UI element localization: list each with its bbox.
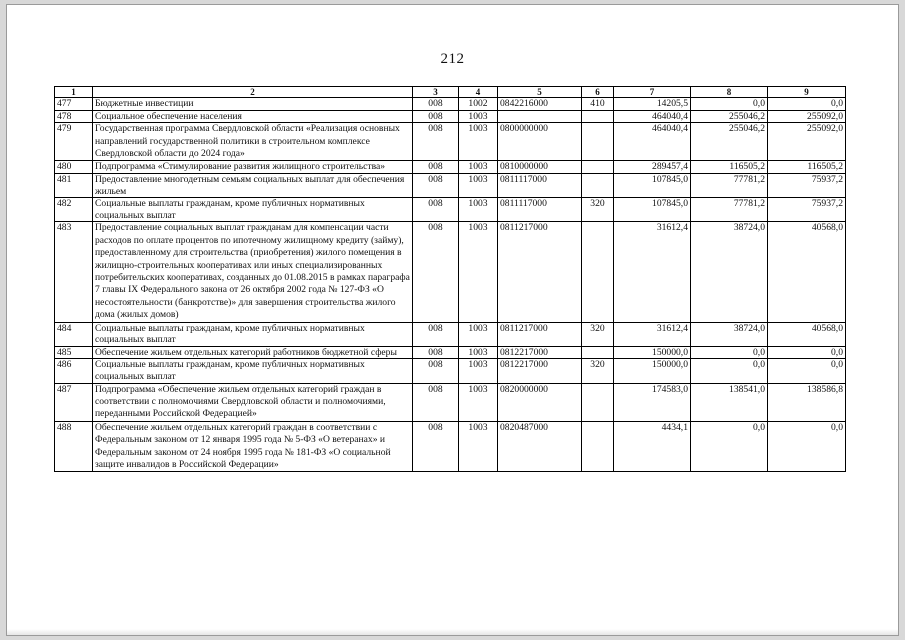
target-article-code-cell: 0812217000	[498, 346, 582, 359]
target-article-code-cell	[498, 110, 582, 123]
section-code-cell: 1003	[459, 346, 498, 359]
amount-col9-cell: 0,0	[768, 359, 846, 383]
section-code-cell: 1002	[459, 98, 498, 111]
department-code-cell: 008	[413, 98, 459, 111]
expense-type-code-cell	[582, 222, 614, 322]
section-code-cell: 1003	[459, 161, 498, 174]
section-code-cell: 1003	[459, 222, 498, 322]
amount-col9-cell: 75937,2	[768, 198, 846, 222]
section-code-cell: 1003	[459, 421, 498, 472]
table-row	[55, 222, 846, 322]
row-number-cell: 486	[55, 359, 93, 383]
column-header: 2	[93, 87, 413, 98]
amount-col7-cell: 150000,0	[614, 359, 691, 383]
table-row	[55, 359, 846, 383]
item-name-cell: Социальные выплаты гражданам, кроме публичных нормативных социальных выплат	[93, 322, 413, 346]
amount-col9-cell: 116505,2	[768, 161, 846, 174]
expense-type-code-cell	[582, 383, 614, 421]
row-number-cell: 478	[55, 110, 93, 123]
expense-type-code-cell	[582, 123, 614, 161]
item-name-cell: Предоставление социальных выплат гражданам для компенсации части расходов по оплате процентов по ипотечному жилищному кредиту (займу), предоставленному для строительства (приобретения) жилого помещения в жилищно-строительных кооперативах или иных специализированных потребительских кооперативах, созданных до 01.08.2015 в рамках параграфа 7 главы IX Федерального закона от 26 октября 2002 года № 127-ФЗ «О несостоятельности (банкротстве)» для завершения строительства жилого дома (жилых домов)	[93, 222, 413, 322]
amount-col9-cell: 138586,8	[768, 383, 846, 421]
expense-type-code-cell: 410	[582, 98, 614, 111]
expense-type-code-cell	[582, 421, 614, 472]
amount-col7-cell: 14205,5	[614, 98, 691, 111]
table-row	[55, 161, 846, 174]
item-name-cell: Обеспечение жильем отдельных категорий граждан в соответствии с Федеральным законом от 12 января 1995 года № 5-ФЗ «О ветеранах» и Федеральным законом от 24 ноября 1995 года № 181-ФЗ «О социальной защите инвалидов в Российской Федерации»	[93, 421, 413, 472]
amount-col7-cell: 289457,4	[614, 161, 691, 174]
section-code-cell: 1003	[459, 383, 498, 421]
page-number: 212	[440, 51, 465, 67]
department-code-cell: 008	[413, 174, 459, 198]
section-code-cell: 1003	[459, 174, 498, 198]
table-row	[55, 110, 846, 123]
item-name-cell: Государственная программа Свердловской области «Реализация основных направлений государственной политики в строительном комплексе Свердловской области до 2024 года»	[93, 123, 413, 161]
table-row	[55, 322, 846, 346]
amount-col8-cell: 138541,0	[691, 383, 768, 421]
amount-col8-cell: 255046,2	[691, 110, 768, 123]
amount-col7-cell: 464040,4	[614, 123, 691, 161]
target-article-code-cell: 0812217000	[498, 359, 582, 383]
column-header: 1	[55, 87, 93, 98]
amount-col9-cell: 255092,0	[768, 110, 846, 123]
column-header: 7	[614, 87, 691, 98]
target-article-code-cell: 0800000000	[498, 123, 582, 161]
amount-col8-cell: 38724,0	[691, 222, 768, 322]
amount-col7-cell: 464040,4	[614, 110, 691, 123]
amount-col9-cell: 75937,2	[768, 174, 846, 198]
table-row	[55, 123, 846, 161]
row-number-cell: 482	[55, 198, 93, 222]
table-row	[55, 346, 846, 359]
amount-col8-cell: 77781,2	[691, 198, 768, 222]
amount-col7-cell: 150000,0	[614, 346, 691, 359]
column-header: 4	[459, 87, 498, 98]
expense-type-code-cell	[582, 346, 614, 359]
amount-col8-cell: 0,0	[691, 359, 768, 383]
row-number-cell: 488	[55, 421, 93, 472]
target-article-code-cell: 0811217000	[498, 222, 582, 322]
expense-type-code-cell	[582, 161, 614, 174]
section-code-cell: 1003	[459, 359, 498, 383]
row-number-cell: 480	[55, 161, 93, 174]
amount-col7-cell: 31612,4	[614, 222, 691, 322]
expense-type-code-cell	[582, 174, 614, 198]
department-code-cell: 008	[413, 123, 459, 161]
target-article-code-cell: 0811117000	[498, 198, 582, 222]
item-name-cell: Подпрограмма «Стимулирование развития жилищного строительства»	[93, 161, 413, 174]
page-edge	[7, 629, 898, 635]
row-number-cell: 484	[55, 322, 93, 346]
column-header: 3	[413, 87, 459, 98]
amount-col7-cell: 4434,1	[614, 421, 691, 472]
amount-col9-cell: 255092,0	[768, 123, 846, 161]
table-row	[55, 421, 846, 472]
amount-col7-cell: 107845,0	[614, 174, 691, 198]
department-code-cell: 008	[413, 322, 459, 346]
expense-type-code-cell	[582, 110, 614, 123]
department-code-cell: 008	[413, 346, 459, 359]
item-name-cell: Социальные выплаты гражданам, кроме публичных нормативных социальных выплат	[93, 198, 413, 222]
table-header-row	[55, 87, 846, 98]
target-article-code-cell: 0810000000	[498, 161, 582, 174]
target-article-code-cell: 0842216000	[498, 98, 582, 111]
department-code-cell: 008	[413, 359, 459, 383]
item-name-cell: Социальные выплаты гражданам, кроме публичных нормативных социальных выплат	[93, 359, 413, 383]
amount-col7-cell: 107845,0	[614, 198, 691, 222]
amount-col7-cell: 31612,4	[614, 322, 691, 346]
amount-col8-cell: 255046,2	[691, 123, 768, 161]
target-article-code-cell: 0820000000	[498, 383, 582, 421]
item-name-cell: Предоставление многодетным семьям социальных выплат для обеспечения жильем	[93, 174, 413, 198]
expense-type-code-cell: 320	[582, 322, 614, 346]
amount-col8-cell: 0,0	[691, 346, 768, 359]
amount-col9-cell: 0,0	[768, 346, 846, 359]
budget-table	[54, 86, 846, 472]
amount-col8-cell: 77781,2	[691, 174, 768, 198]
table-row	[55, 98, 846, 111]
expense-type-code-cell: 320	[582, 359, 614, 383]
department-code-cell: 008	[413, 161, 459, 174]
row-number-cell: 477	[55, 98, 93, 111]
item-name-cell: Социальное обеспечение населения	[93, 110, 413, 123]
amount-col8-cell: 0,0	[691, 421, 768, 472]
row-number-cell: 479	[55, 123, 93, 161]
table-row	[55, 383, 846, 421]
section-code-cell: 1003	[459, 110, 498, 123]
amount-col9-cell: 40568,0	[768, 322, 846, 346]
row-number-cell: 487	[55, 383, 93, 421]
row-number-cell: 481	[55, 174, 93, 198]
document-page	[6, 4, 899, 636]
department-code-cell: 008	[413, 198, 459, 222]
department-code-cell: 008	[413, 110, 459, 123]
item-name-cell: Обеспечение жильем отдельных категорий работников бюджетной сферы	[93, 346, 413, 359]
amount-col9-cell: 40568,0	[768, 222, 846, 322]
amount-col7-cell: 174583,0	[614, 383, 691, 421]
column-header: 6	[582, 87, 614, 98]
row-number-cell: 485	[55, 346, 93, 359]
item-name-cell: Бюджетные инвестиции	[93, 98, 413, 111]
section-code-cell: 1003	[459, 322, 498, 346]
amount-col9-cell: 0,0	[768, 421, 846, 472]
section-code-cell: 1003	[459, 198, 498, 222]
expense-type-code-cell: 320	[582, 198, 614, 222]
item-name-cell: Подпрограмма «Обеспечение жильем отдельных категорий граждан в соответствии с полномочиями Свердловской области и полномочиями, переданными Российской Федерацией»	[93, 383, 413, 421]
column-header: 8	[691, 87, 768, 98]
department-code-cell: 008	[413, 421, 459, 472]
row-number-cell: 483	[55, 222, 93, 322]
column-header: 9	[768, 87, 846, 98]
table-row	[55, 198, 846, 222]
amount-col8-cell: 116505,2	[691, 161, 768, 174]
target-article-code-cell: 0811217000	[498, 322, 582, 346]
amount-col8-cell: 0,0	[691, 98, 768, 111]
amount-col8-cell: 38724,0	[691, 322, 768, 346]
department-code-cell: 008	[413, 383, 459, 421]
target-article-code-cell: 0811117000	[498, 174, 582, 198]
target-article-code-cell: 0820487000	[498, 421, 582, 472]
amount-col9-cell: 0,0	[768, 98, 846, 111]
department-code-cell: 008	[413, 222, 459, 322]
table-row	[55, 174, 846, 198]
column-header: 5	[498, 87, 582, 98]
section-code-cell: 1003	[459, 123, 498, 161]
